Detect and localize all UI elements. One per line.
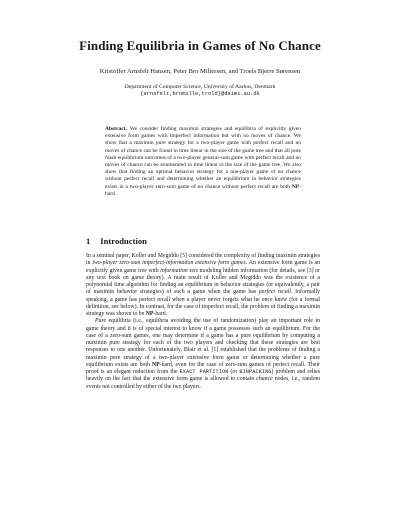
- p1-emphasis-b: information sets: [160, 267, 198, 274]
- p2-emphasis: Pure: [95, 318, 107, 325]
- p1-text-a: In a seminal paper, Koller and Megiddo [5] considered the complexity of finding maximin strategies in: [86, 253, 320, 267]
- section-heading: [86, 236, 147, 246]
- abstract-text-end: -hard.: [105, 183, 301, 197]
- abstract-np-hard: NP: [291, 183, 300, 190]
- body-text: [86, 253, 320, 391]
- p1-text-c: modeling hidden information (for details, see [3] or any text book on game theory). A main result of Koller and Megiddo was the existence of a polynomial time algorithm for finding an equilibrium in behavior strategies (or equivalently, a pair of maximin behavior strategies) of such a game when the game has: [86, 267, 320, 296]
- paper-authors: Kristoffer Arnsfelt Hansen, Peter Bro Miltersen, and Troels Bjerre Sørensen: [99, 68, 301, 75]
- abstract-text: We consider finding maximin strategies and equilibria of explicitly given extensive form games with imperfect information but with no moves of chance. We show that a maximin pure strategy for a two-player game with perfect recall and no moves of chance can be found in time linear in the size of the game tree and that all pure Nash equilibrium outcomes of a two-player general-sum game with perfect recall and no moves of chance can be enumerated in time linear in the size of the game tree. We also show that finding an optimal behavior strategy for a one-player game of no chance without perfect recall and determining whether an equilibrium in behavior strategies exists in a two-player zero-sum game of no chance without perfect recall are both: [105, 126, 301, 190]
- section-title: Introduction: [100, 236, 147, 246]
- p2-emphasis-chance: chance: [256, 376, 273, 383]
- p1-emphasis-c: perfect recall: [258, 289, 291, 296]
- abstract: [105, 126, 301, 198]
- paragraph-1: [86, 253, 320, 318]
- affiliation-block: [0, 84, 400, 98]
- p2-problem-name-2: BINPACKING: [239, 369, 272, 375]
- p1-emphasis-a: two-player zero-sum imperfect-information extensive form games: [92, 260, 246, 267]
- p2-text-d: ) problem and relies heavily on the fact that the extensive form game is allowed to contain: [86, 369, 320, 383]
- p1-text-e: -hard.: [153, 311, 168, 317]
- paper-title: Finding Equilibria in Games of No Chance: [79, 38, 321, 53]
- abstract-label: Abstract.: [105, 126, 127, 132]
- paragraph-2: [86, 318, 320, 391]
- p2-text-c: (or: [228, 369, 240, 375]
- p1-np: NP: [145, 311, 154, 317]
- p2-text-a: equilibria (i.e., equilibria avoiding the use of randomization) play an important role in game theory and it is of special interest to know if a game possesses such an equilibrium. For the case of a zero-sum games, one may determine if a game has a pure equilibrium by computing a maximin pure strategy for each of the two players and checking that these strategies are best responses to one another. Unfortunately, Blair et al. [1] established that the problems of finding a maximin pure strategy of a two-player extensive form game or determining whether a pure equilibrium exists are both: [86, 318, 320, 368]
- p2-np: NP: [151, 361, 160, 368]
- affiliation-emails: {arnsfelt,bromille,trold}@daimi.au.dk: [140, 91, 260, 98]
- section-number: 1: [86, 236, 91, 246]
- p1-text-d: . Informally speaking, a game has perfect recall when a player never forgets what he once knew (for a formal definition, see below). In contrast, for the case of imperfect recall, the problem of finding a maximin strategy was shown to be: [86, 289, 320, 317]
- p2-problem-name-1: EXACT PARTITION: [179, 369, 229, 375]
- affiliation-department: Department of Computer Science, University of Aarhus, Denmark: [124, 84, 276, 90]
- p2-text-b: -hard, even for the case of zero-sum games of perfect recall. Their proof is an elegant reduction from the: [86, 361, 320, 375]
- p1-text-b: . An extensive form game is an explicitly given game tree with: [86, 260, 320, 274]
- p2-text-e: nodes, i.e., random events not controlled by either of the two players.: [86, 376, 321, 390]
